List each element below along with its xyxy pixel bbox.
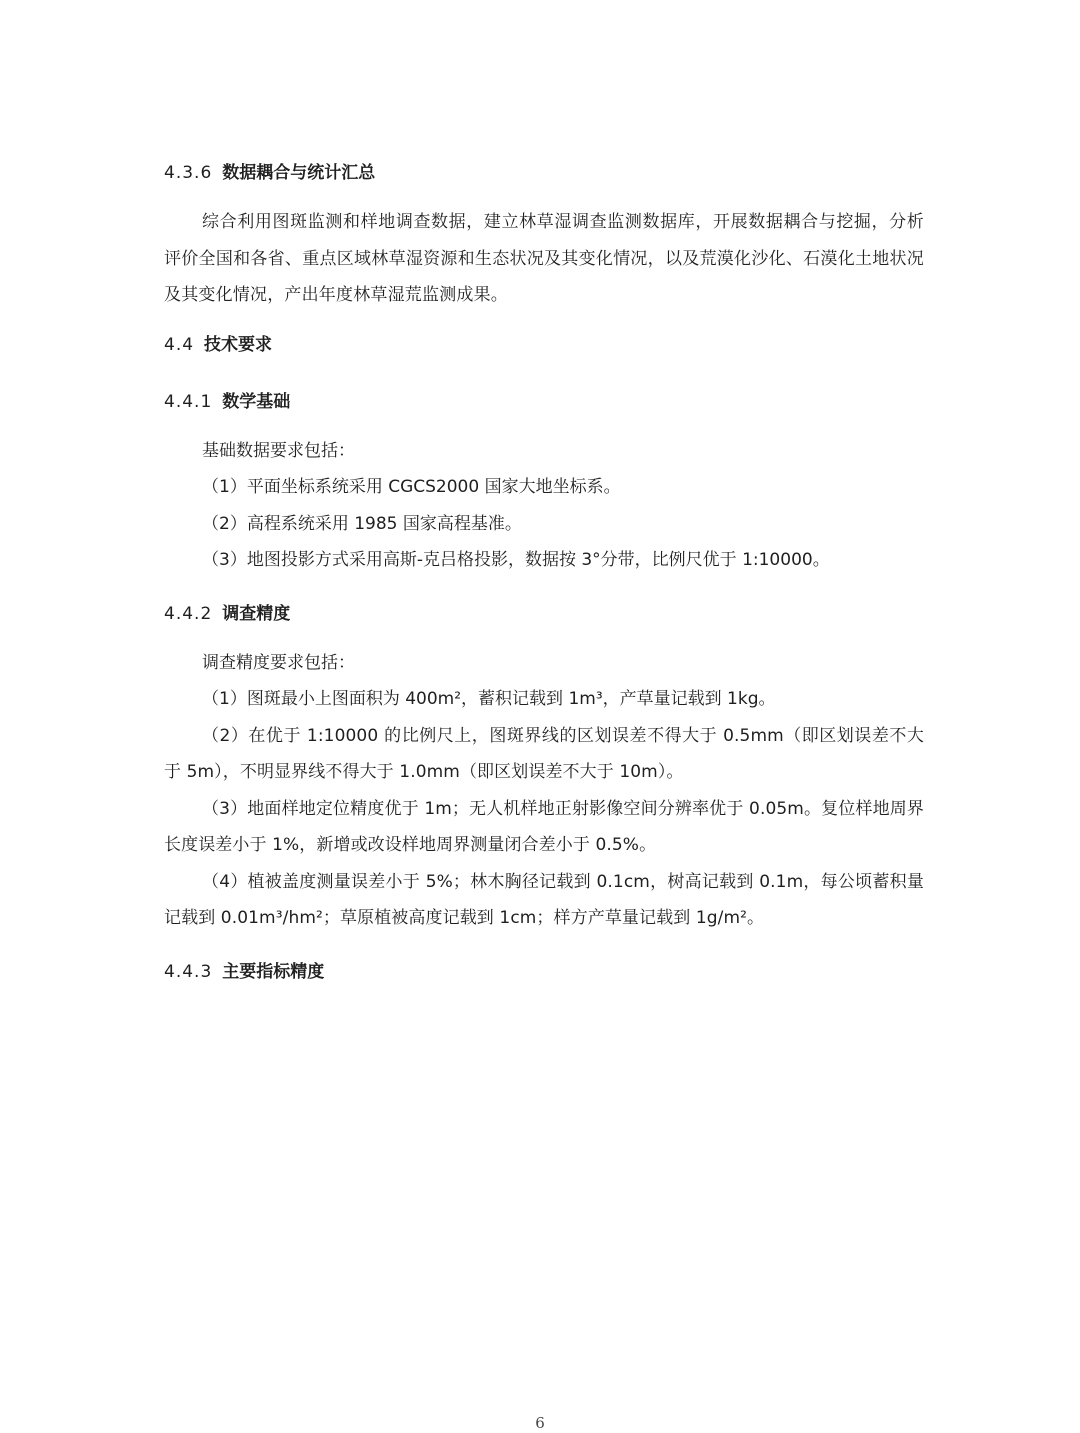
page-number: 6 — [535, 1414, 545, 1432]
heading-4-3-6 — [164, 158, 924, 188]
heading-number: 4.3.6 — [164, 163, 213, 183]
list-item: （2）在优于 1:10000 的比例尺上，图斑界线的区划误差不得大于 0.5mm（即区划误差不大于 5m），不明显界线不得大于 1.0mm（即区划误差不大于 10m）。 — [164, 725, 924, 782]
heading-number: 4.4.1 — [164, 391, 213, 412]
heading-4-4 — [164, 330, 924, 360]
heading-number: 4.4.3 — [164, 961, 213, 982]
paragraph-data-coupling: 综合利用图斑监测和样地调查数据，建立林草湿调查监测数据库，开展数据耦合与挖掘，分析评价全国和各省、重点区域林草湿资源和生态状况及其变化情况，以及荒漠化沙化、石漠化土地状况及其变化情况，产出年度林草湿荒监测成果。 — [164, 212, 924, 305]
intro-text: 调查精度要求包括： — [202, 652, 355, 673]
heading-title: 调查精度 — [222, 603, 291, 624]
heading-title: 数据耦合与统计汇总 — [222, 163, 376, 183]
heading-number: 4.4 — [164, 334, 195, 355]
list-item: （1）图斑最小上图面积为 400m²，蓄积记载到 1m³，产草量记载到 1kg。 — [202, 689, 776, 709]
heading-4-4-3 — [164, 957, 924, 987]
heading-title: 技术要求 — [204, 334, 273, 355]
heading-4-4-1 — [164, 387, 924, 417]
list-item: （2）高程系统采用 1985 国家高程基准。 — [202, 513, 522, 534]
heading-4-4-2 — [164, 599, 924, 629]
list-item: （1）平面坐标系统采用 CGCS2000 国家大地坐标系。 — [202, 477, 621, 497]
heading-title: 主要指标精度 — [222, 961, 325, 982]
page-content — [164, 158, 924, 987]
heading-number: 4.4.2 — [164, 603, 213, 624]
intro-text: 基础数据要求包括： — [202, 440, 355, 461]
list-item: （3）地面样地定位精度优于 1m；无人机样地正射影像空间分辨率优于 0.05m。复位样地周界长度误差小于 1%，新增或改设样地周界测量闭合差小于 0.5%。 — [164, 798, 924, 855]
heading-title: 数学基础 — [222, 391, 291, 412]
list-item: （4）植被盖度测量误差小于 5%；林木胸径记载到 0.1cm，树高记载到 0.1m，每公顷蓄积量记载到 0.01m³/hm²；草原植被高度记载到 1cm；样方产草量记载到 1g/m²。 — [164, 871, 924, 928]
list-item: （3）地图投影方式采用高斯-克吕格投影，数据按 3°分带，比例尺优于 1:10000。 — [202, 550, 830, 570]
